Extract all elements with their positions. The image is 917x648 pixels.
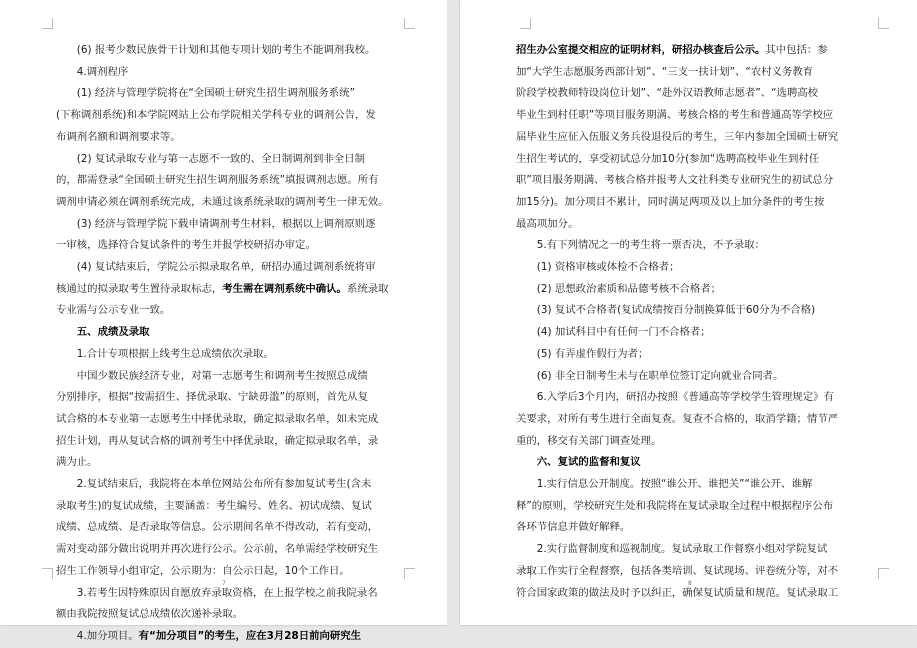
bold-text: 五、成绩及录取 bbox=[76, 326, 150, 339]
text-run: (2) 复试录取专业与第一志愿不一致的、全日制调剂到非全日制 的，都需登录“全国硕士研究生招生调剂服务系统”填报调剂志愿。所有 调剂申请必须在调剂系统完成，未通过该系统录取的调剂考生一律无效。 bbox=[56, 152, 389, 208]
text-run: 3.若考生因特殊原因自愿放弃录取资格，在上报学校之前我院录名 额由我院按照复试总成绩依次递补录取。 bbox=[56, 586, 378, 621]
paragraph bbox=[516, 235, 874, 257]
paragraph bbox=[56, 62, 408, 84]
corner-mark bbox=[878, 568, 889, 579]
paragraph bbox=[56, 40, 408, 62]
paragraph bbox=[516, 452, 874, 474]
paragraph bbox=[56, 257, 408, 322]
text-run: (4) 复试结束后，学院公示拟录取名单，研招办通过调剂系统将审 核通过的拟录取考生置待录取标志， bbox=[56, 261, 376, 295]
page-7-text bbox=[56, 40, 408, 648]
bold-text: 有“加分项目”的考生，应在3月28日前向研究生 bbox=[138, 629, 362, 642]
text-run: (5) 有弄虚作假行为者； bbox=[536, 347, 649, 360]
text-run: 2.复试结束后，我院将在本单位网站公布所有参加复试考生(含未 录取考生)的复试成绩，主要涵盖：考生编号、姓名、初试成绩、复试 成绩、总成绩、是否录取等信息。公示期间名单不得改动，若有变动， 需对变动部分做出说明并再次进行公示。公示前，名单需经学校研究生 招生工作领导小组审定，公示期为：自公示日起，10个工作日。 bbox=[56, 478, 379, 577]
paragraph bbox=[56, 214, 408, 257]
text-run: (1) 经济与管理学院将在“全国硕士研究生招生调剂服务系统” (下称调剂系统)和本学院网站上公布学院相关学科专业的调剂公告，发 布调剂名额和调剂要求等。 bbox=[56, 87, 376, 143]
text-run: 5.有下列情况之一的考生将一票否决，不予录取： bbox=[536, 239, 765, 252]
paragraph bbox=[56, 583, 408, 626]
text-run: (4) 加试科目中有任何一门不合格者； bbox=[536, 326, 711, 339]
paragraph bbox=[516, 279, 874, 301]
paragraph bbox=[516, 539, 874, 604]
page-number: 7 bbox=[222, 580, 226, 587]
corner-mark bbox=[520, 18, 531, 29]
page-8-text bbox=[516, 40, 874, 604]
page-number: 8 bbox=[688, 580, 692, 587]
bold-text: 考生需在调剂系统中确认。 bbox=[222, 282, 347, 295]
corner-mark bbox=[42, 18, 53, 29]
paragraph bbox=[56, 83, 408, 148]
paragraph bbox=[516, 387, 874, 452]
text-run: (1) 资格审核或体检不合格者； bbox=[536, 261, 680, 274]
text-run: (6) 报考少数民族骨干计划和其他专项计划的考生不能调剂我校。 bbox=[76, 44, 376, 56]
text-run: (6) 非全日制考生未与在职单位签订定向就业合同者。 bbox=[536, 369, 784, 382]
text-run: (3) 复试不合格者(复试成绩按百分制换算低于60分为不合格) bbox=[536, 304, 816, 317]
corner-mark bbox=[878, 18, 889, 29]
paragraph bbox=[56, 344, 408, 366]
paragraph bbox=[56, 322, 408, 344]
text-run: (2) 思想政治素质和品德考核不合格者； bbox=[536, 282, 722, 295]
paragraph bbox=[56, 626, 408, 648]
text-run: 系统录取 专业需与公示专业一致。 bbox=[56, 282, 389, 317]
text-run: 1.实行信息公开制度。按照“谁公开、谁把关”“谁公开、谁解 释”的原则，学校研究生处和我院将在复试录取全过程中根据程序公布 各环节信息并做好解释。 bbox=[516, 478, 834, 534]
corner-mark bbox=[404, 18, 415, 29]
bold-text: 六、复试的监督和复议 bbox=[536, 456, 641, 469]
paragraph bbox=[56, 149, 408, 214]
document-page-7 bbox=[0, 0, 447, 642]
paragraph bbox=[516, 366, 874, 388]
text-run: 4.加分项目。 bbox=[76, 629, 139, 642]
text-run: 1.合计专项根据上线考生总成绩依次录取。 bbox=[76, 347, 274, 360]
page-gap bbox=[447, 0, 460, 625]
paragraph bbox=[516, 300, 874, 322]
text-run: 6.入学后3个月内，研招办按照《普通高等学校学生管理规定》有 关要求，对所有考生进行全面复查。复查不合格的，取消学籍；情节严 重的，移交有关部门调查处理。 bbox=[516, 391, 839, 447]
paragraph bbox=[516, 257, 874, 279]
text-run: 4.调剂程序 bbox=[76, 65, 129, 78]
paragraph bbox=[56, 366, 408, 475]
text-run: 2.实行监督制度和巡视制度。复试录取工作督察小组对学院复试 录取工作实行全程督察，包括各类培训、复试现场、评卷统分等，对不 符合国家政策的做法及时予以纠正，确保复试质量和规范。复试录取工 bbox=[516, 543, 839, 599]
text-run: 中国少数民族经济专业，对第一志愿考生和调剂考生按照总成绩 分别排序，根据“按需招生、择优录取、宁缺毋滥”的原则，首先从复 试合格的本专业第一志愿考生中择优录取，确定拟录取名单，如未完成 招生计划，再从复试合格的调剂考生中择优录取，确定拟录取名单，录 满为止。 bbox=[56, 369, 379, 469]
paragraph bbox=[516, 344, 874, 366]
text-run: (3) 经济与管理学院下载申请调剂考生材料，根据以上调剂原则逐 一审核，选择符合复试条件的考生并报学校研招办审定。 bbox=[56, 217, 376, 252]
document-page-8 bbox=[460, 0, 917, 625]
paragraph bbox=[516, 40, 874, 235]
text-run: 其中包括：参 加“大学生志愿服务西部计划”、“三支一扶计划”、“农村义务教育 阶段学校教师特设岗位计划”、“赴外汉语教师志愿者”、“选聘高校 毕业生到村任职”等项目服务期满、考核合格的考生和普通高等学校应 届毕业生应征入伍服义务兵役退役后的考生，三年内参加全国硕士研究 生招生考试的，享受初试总分加10分(参加“选聘高校毕业生到村任 职”项目服务期满、考核合格并报考人文社科类专业研究生的初试总分 加15分)。加分项目不累计，同时满足两项及以上加分条件的考生按 最高项加分。 bbox=[516, 44, 839, 230]
paragraph bbox=[56, 474, 408, 583]
bold-text: 招生办公室提交相应的证明材料，研招办核查后公示。 bbox=[516, 44, 766, 56]
corner-mark bbox=[42, 568, 53, 579]
paragraph bbox=[516, 474, 874, 539]
paragraph bbox=[516, 322, 874, 344]
